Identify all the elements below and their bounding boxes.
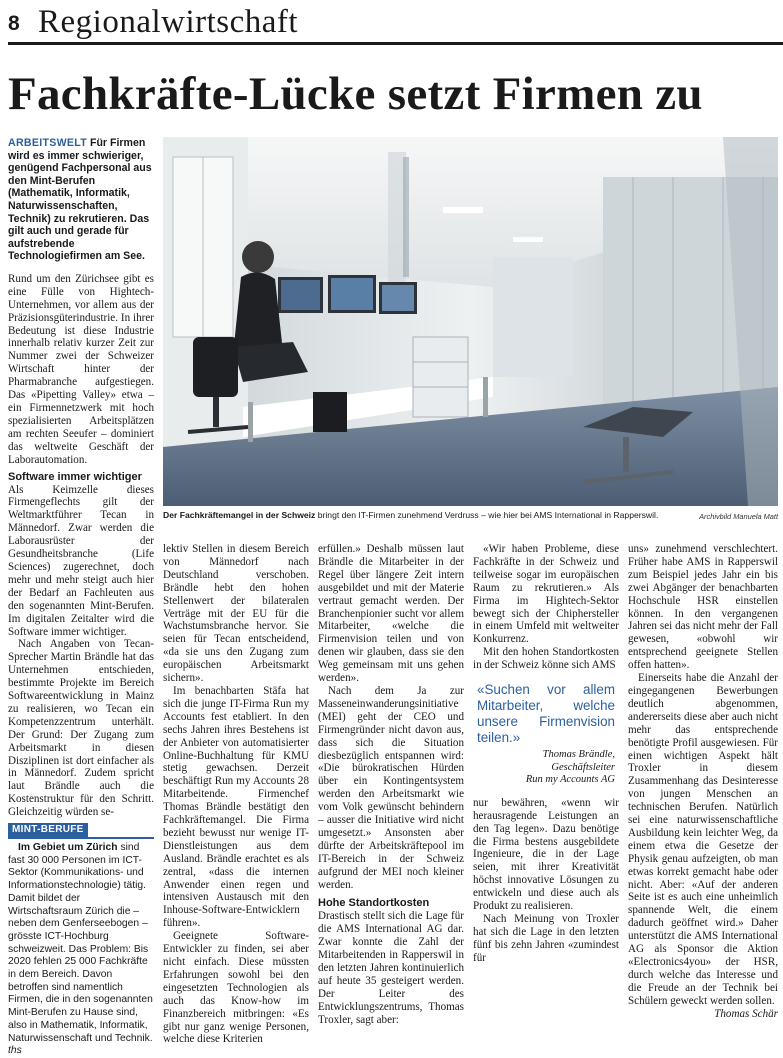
- info-box-bold: Im Gebiet um Zürich: [18, 842, 118, 853]
- photo-credit: Archivbild Manuela Matt: [699, 512, 778, 521]
- subheading: Software immer wichtiger: [8, 470, 142, 483]
- pull-quote-author: [477, 749, 615, 787]
- info-box-signature: ths: [8, 1045, 22, 1057]
- body-paragraph: Als Keimzelle dieses Firmengeflechts gilt der Weltmarktführer Tecan in Männedorf. Zwar werden die Laborausrüster der Gesundheitsbranche (Life Sciences) zugerechnet, doch mehr und mehr steigt auch hier der Bedarf an Fachleuten aus den sogenannten Mint-Berufen. Im digitalen Zeitalter wird die Software immer wichtiger.: [8, 483, 154, 638]
- body-paragraph: Geeignete Software-Entwickler zu finden, sei aber nicht einfach. Diese müssten Erfahrungen sowohl bei den eingesetzten Technologien als auch das Know-how im Finanzbereich mitbringen: «Es gibt nur ganz wenige Personen, welche diese Kriterien: [163, 930, 309, 1046]
- body-paragraph: Nach dem Ja zur Masseneinwanderungsinitiative (MEI) geht der CEO und Firmengründer nicht davon aus, dass sich die Situation diesbezüglich entspannen wird: «Die bürokratischen Hürden über ein Kontingentsystem werden den Arbeitsmarkt wie vom Volk gewünscht behindern – ausser die Initiative wird nicht umgesetzt.» Ansonsten aber dürfte der Arbeitskräftepool im IT-Bereich in der Schweiz aufgrund der MEI noch kleiner werden.: [318, 684, 464, 891]
- body-paragraph: Im benachbarten Stäfa hat sich die junge IT-Firma Run my Accounts fest etabliert. In den sechs Jahren ihres Bestehens ist der Anbieter von automatisierter Online-Buchhaltung für KMU stetig gewachsen. Derzeit beschäftigt Run my Accounts 28 Mitarbeitende. Firmenchef Thomas Brändle bestätigt den Fachkräftemangel. Die Firma bezieht bewusst nur wenige IT-Dienstleistungen aus dem Ausland. Brändle erachtet es als zentral, «dass die internen Anwender einen regen und intensiven Austausch mit den Inhouse-Software-Entwicklern führen».: [163, 684, 309, 930]
- column-4: [473, 543, 619, 965]
- info-box-body: sind fast 30 000 Personen im ICT-Sektor (Kommunikations- und Informationstechnologie) tätig. Damit bildet der Wirtschaftsraum Zürich die – neben dem Genferseebogen – grösste ICT-Hochburg schweizweit. Das Problem: Bis 2020 fehlen 25 000 Fachkräfte in dem Bereich. Davon betroffen sind namentlich Firmen, die in den sogenannten Mint-Berufen zu Hause sind, also in Mathematik, Informatik, Naturwissenschaft und Technik.: [8, 842, 153, 1044]
- lead-kicker: ARBEITSWELT: [8, 137, 88, 149]
- section-title: Regionalwirtschaft: [38, 4, 299, 40]
- pull-quote-text: «Suchen vor allem Mitarbeiter, welche unsere Firmenvision teilen.»: [477, 682, 615, 746]
- body-paragraph: «Wir haben Probleme, diese Fachkräfte in der Schweiz und teilweise sogar im europäischen Raum zu rekrutieren.» Als Firma im Hightech-Sektor bewegt sich der Chiphersteller in einem Umfeld mit weltweiter Konkurrenz.: [473, 543, 619, 646]
- pull-quote-author-role: Thomas Brändle, Geschäftsleiter: [542, 749, 615, 773]
- body-paragraph: erfüllen.» Deshalb müssen laut Brändle die Mitarbeiter in der Regel über längere Zeit intern ausgebildet und mit der Materie vertraut gemacht werden. Der Branchenpionier sucht vor allem Mitarbeiter, «welche die Firmenvision teilen und von denen wir glauben, dass sie den Weg gemeinsam mit uns gehen werden».: [318, 543, 464, 685]
- lead-text: Für Firmen wird es immer schwieriger, genügend Fachpersonal aus den Mint-Berufen (Mathematik, Informatik, Naturwissenschaften, Technik) zu rekrutieren. Das gilt auch und gerade für aufstrebende Technologiefirmen am See.: [8, 137, 152, 263]
- column-5: [628, 543, 778, 1021]
- header-rule: [8, 42, 783, 45]
- caption-text: bringt den IT-Firmen zunehmend Verdruss – wie hier bei AMS International in Rapperswil.: [317, 510, 659, 520]
- pull-quote: [473, 682, 619, 787]
- headline: Fachkräfte-Lücke setzt Firmen zu: [8, 68, 703, 120]
- subheading: Hohe Standortkosten: [318, 897, 430, 910]
- column-2: [163, 543, 309, 1046]
- body-paragraph: lektiv Stellen in diesem Bereich von Männedorf nach Deutschland verschoben. Brändle hebt den hohen Stellenwert der bilateralen Verträge mit der EU für die Wachstumsbranche hervor. Sie seien für Tecan entscheidend, «da sie uns den Zugang zum europäischen Arbeitsmarkt sichern».: [163, 543, 309, 685]
- column-3: [318, 543, 464, 1027]
- body-paragraph: Einerseits habe die Anzahl der eingegangenen Bewerbungen deutlich abgenommen, andererseits diese aber auch nicht mehr das entsprechende benötigte Profil ausgewiesen. Für einen wichtigen Aspekt hält Troxler in diesem Zusammenhang das Desinteresse von jungen Menschen an technischen Berufen. Natürlich sei eine naturwissenschaftliche Ausbildung kein leichter Weg, da einem etwa die Gesetze der Physik genau aufzeigten, ob man etwas korrekt gemacht habe oder nicht. Aber: «Auf der anderen Seite ist es auch eine unheimlich spannende Welt, die einem dadurch geöffnet wird.» Daher unterstützt die AMS International AG als Sponsor die Aktion «Electronics4you» der HSR, durch welche das Interesse und die Freude an der Technik bei Schülern geweckt werden sollen.: [628, 672, 778, 1007]
- photo-caption: [163, 510, 778, 521]
- office-photo-image: [163, 137, 778, 506]
- body-paragraph: uns» zunehmend verschlechtert. Früher habe AMS in Rapperswil zum Beispiel jedes Jahr ein bis zwei Abgänger der benachbarten Hochschule HSR einstellen können. In den vergangenen Jahren sei das nicht mehr der Fall gewesen, «obwohl wir entsprechend geeignete Stellen offen hatten».: [628, 543, 778, 672]
- body-paragraph: Nach Angaben von Tecan-Sprecher Martin Brändle hat das Unternehmen entschieden, bestimmte Projekte im Bereich Softwareentwicklung in Mainz zu realisieren, wo Tecan ein Kompetenzzentrum unterhält. Der Grund: Der Zugang zum Arbeitsmarkt in diesen Disziplinen ist dort einfacher als in Männedorf. Zudem spricht laut Brändle auch die Kostenstruktur für den Schritt. Gleichzeitig würden se-: [8, 638, 154, 819]
- office-photo: [163, 137, 778, 506]
- body-paragraph: Drastisch stellt sich die Lage für die AMS International AG dar. Zwar konnte die Zahl der Mitarbeitenden in Rapperswil in den letzten Jahren kontinuierlich auf heute 35 gesteigert werden. Der Leiter des Entwicklungszentrums, Thomas Troxler, sagt aber:: [318, 910, 464, 1026]
- author-signature: Thomas Schär: [714, 1007, 778, 1020]
- page-number: 8: [8, 12, 20, 35]
- caption-bold: Der Fachkräftemangel in der Schweiz: [163, 510, 316, 520]
- info-box-text: [8, 842, 154, 1058]
- info-box-label: MINT-BERUFE: [8, 823, 88, 838]
- info-box: [8, 823, 154, 1058]
- pull-quote-author-company: Run my Accounts AG: [525, 774, 615, 786]
- body-paragraph: Nach Meinung von Troxler hat sich die Lage in den letzten fünf bis zehn Jahren «zumindest für: [473, 913, 619, 964]
- column-1: [8, 137, 154, 1058]
- body-paragraph: Rund um den Zürichsee gibt es eine Fülle von Hightech-Unternehmen, vor allem aus der Präzisionsgüterindustrie. In ihrer Bedeutung ist diese Industrie innerhalb relativ kurzer Zeit zur Nummer zwei der Schweizer Wirtschaft hinter der Pharmabranche aufgestiegen. Das «Pipetting Valley» etwa – ein Firmennetzwerk mit hoch spezialisierten Arbeitsplätzen am rechten Seeufer – dominiert das weltweite Geschäft der Laborautomation.: [8, 272, 154, 466]
- body-paragraph: nur bewähren, «wenn wir herausragende Leistungen an den Tag legen». Dazu benötige die Firma bestens ausgebildete Ingenieure, die in der Lage seien, mit ihrer Kreativität höchst innovative Lösungen zu entwickeln und diese auch als Produkt zu realisieren.: [473, 796, 619, 913]
- lead: [8, 137, 154, 263]
- body-paragraph: Mit den hohen Standortkosten in der Schweiz könne sich AMS: [473, 646, 619, 672]
- page-header: [8, 4, 778, 40]
